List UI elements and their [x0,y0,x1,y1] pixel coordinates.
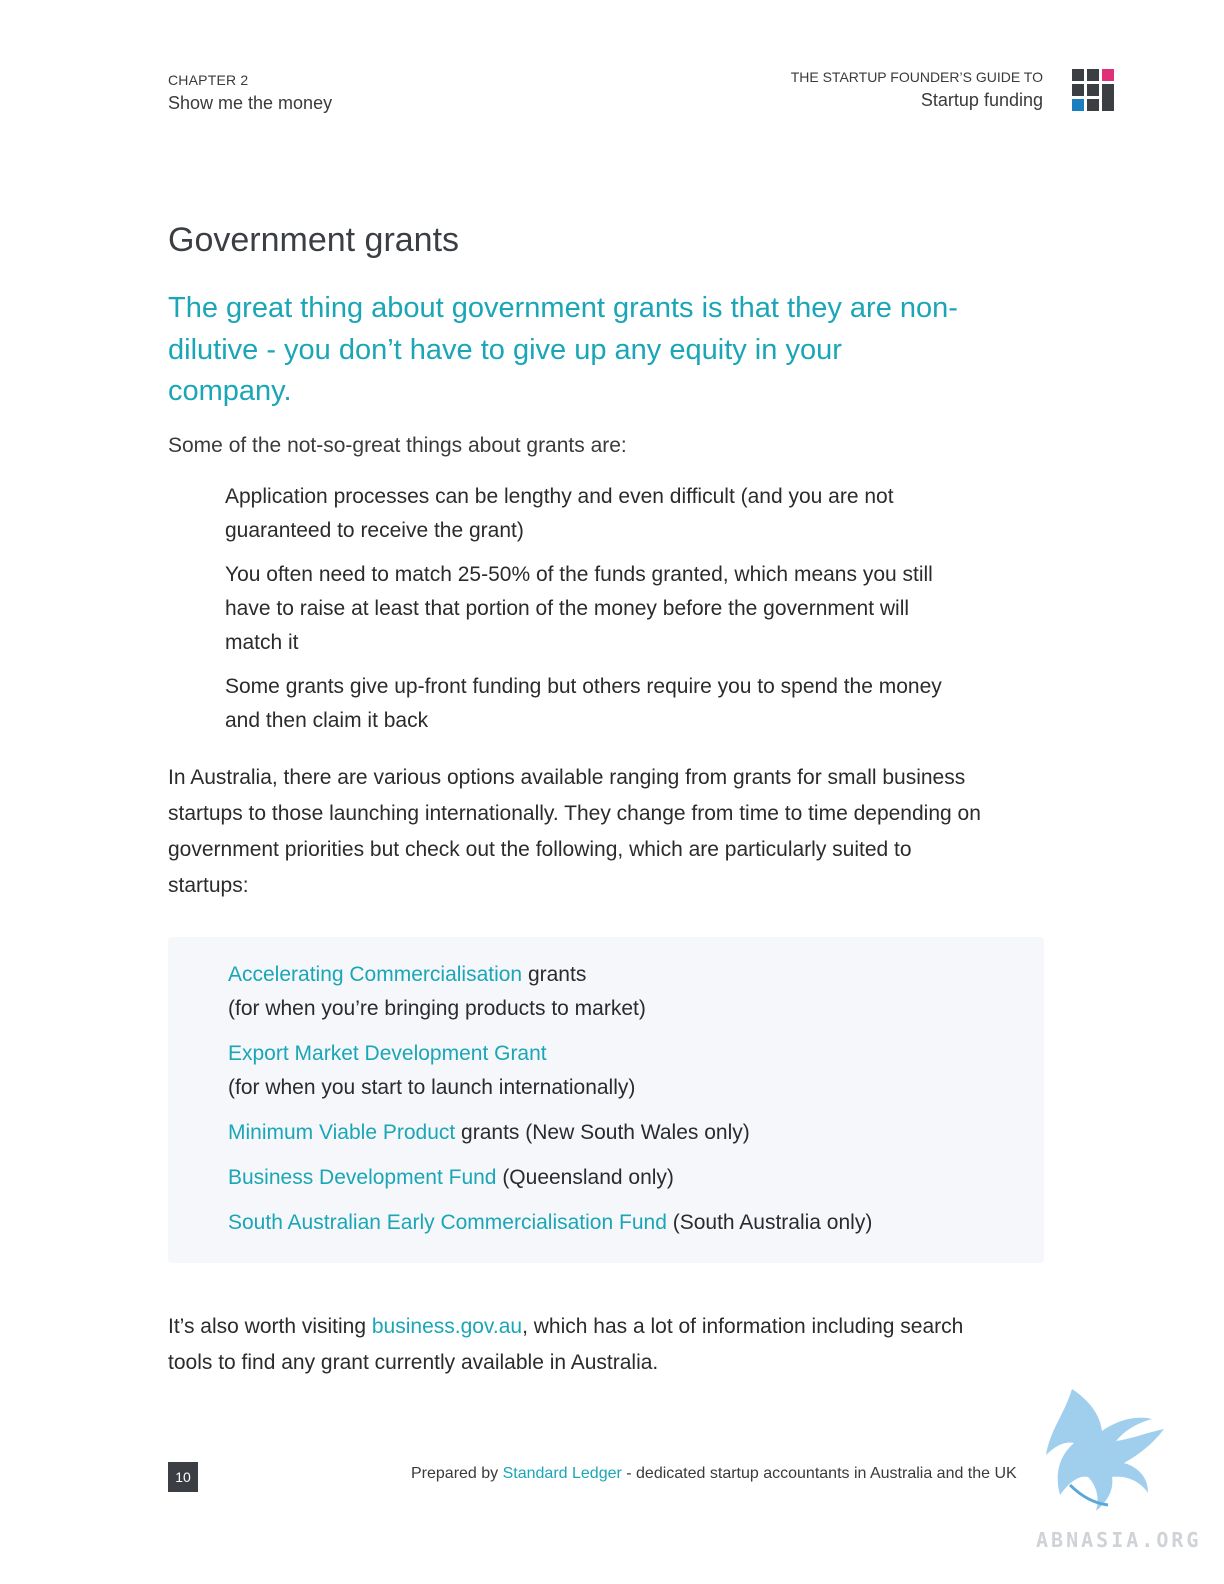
list-item: Application processes can be lengthy and even difficult (and you are not guaranteed to receive the grant) [225,485,894,542]
page-number: 10 [168,1462,198,1492]
closing-text-after: , which has a lot of information including search tools to find any grant currently available in Australia. [168,1315,964,1374]
chapter-title: Show me the money [168,93,333,113]
business-gov-link[interactable]: business.gov.au [371,1315,523,1338]
watermark-text: ABNASIA.ORG [1036,1528,1202,1552]
drawbacks-list [225,480,965,748]
guide-title: Startup funding [920,90,1043,110]
griffin-icon [1030,1385,1170,1520]
intro-text: Some of the not-so-great things about grants are: [168,434,627,457]
grant-link-minimum-viable-product[interactable]: Minimum Viable Product [228,1121,456,1144]
grant-item [228,958,1028,1026]
grant-link-sa-early-commercialisation[interactable]: South Australian Early Commercialisation Fund [228,1211,667,1234]
grant-suffix: (Queensland only) [496,1166,674,1189]
grant-note: (for when you’re bringing products to market) [228,997,646,1020]
grant-suffix: grants (New South Wales only) [455,1121,750,1144]
footer-prefix: Prepared by [411,1465,503,1482]
footer-tagline: - dedicated startup accountants in Australia and the UK [621,1465,1017,1482]
grant-item [228,1161,1028,1195]
grants-list [228,958,1028,1251]
list-item: You often need to match 25-50% of the funds granted, which means you still have to raise at least that portion of the money before the government will match it [225,563,933,654]
grant-suffix: (South Australia only) [666,1211,873,1234]
chapter-label: CHAPTER 2 [168,72,249,88]
pull-quote: The great thing about government grants is that they are non-dilutive - you don’t have to give up any equity in your company. [168,292,958,407]
standard-ledger-link[interactable]: Standard Ledger [502,1465,622,1482]
grant-link-business-development-fund[interactable]: Business Development Fund [228,1166,497,1189]
grant-item [228,1037,1028,1105]
options-paragraph: In Australia, there are various options available ranging from grants for small business startups to those launching internationally. They change from time to time depending on government priorities but check out the following, which are particularly suited to startups: [168,766,981,897]
grant-item [228,1206,1028,1240]
closing-paragraph [168,1309,988,1381]
guide-label: THE STARTUP FOUNDER’S GUIDE TO [790,69,1043,85]
closing-text-before: It’s also worth visiting [168,1315,372,1338]
list-item: Some grants give up-front funding but others require you to spend the money and then claim it back [225,675,942,732]
footer-credit [411,1465,1017,1483]
guide-logo-icon [1072,69,1116,113]
grant-link-export-market-development[interactable]: Export Market Development Grant [228,1042,547,1065]
grant-note: (for when you start to launch internationally) [228,1076,636,1099]
grant-item [228,1116,1028,1150]
grant-link-accelerating-commercialisation[interactable]: Accelerating Commercialisation [228,963,523,986]
grant-suffix: grants [522,963,587,986]
page-title: Government grants [168,221,460,259]
